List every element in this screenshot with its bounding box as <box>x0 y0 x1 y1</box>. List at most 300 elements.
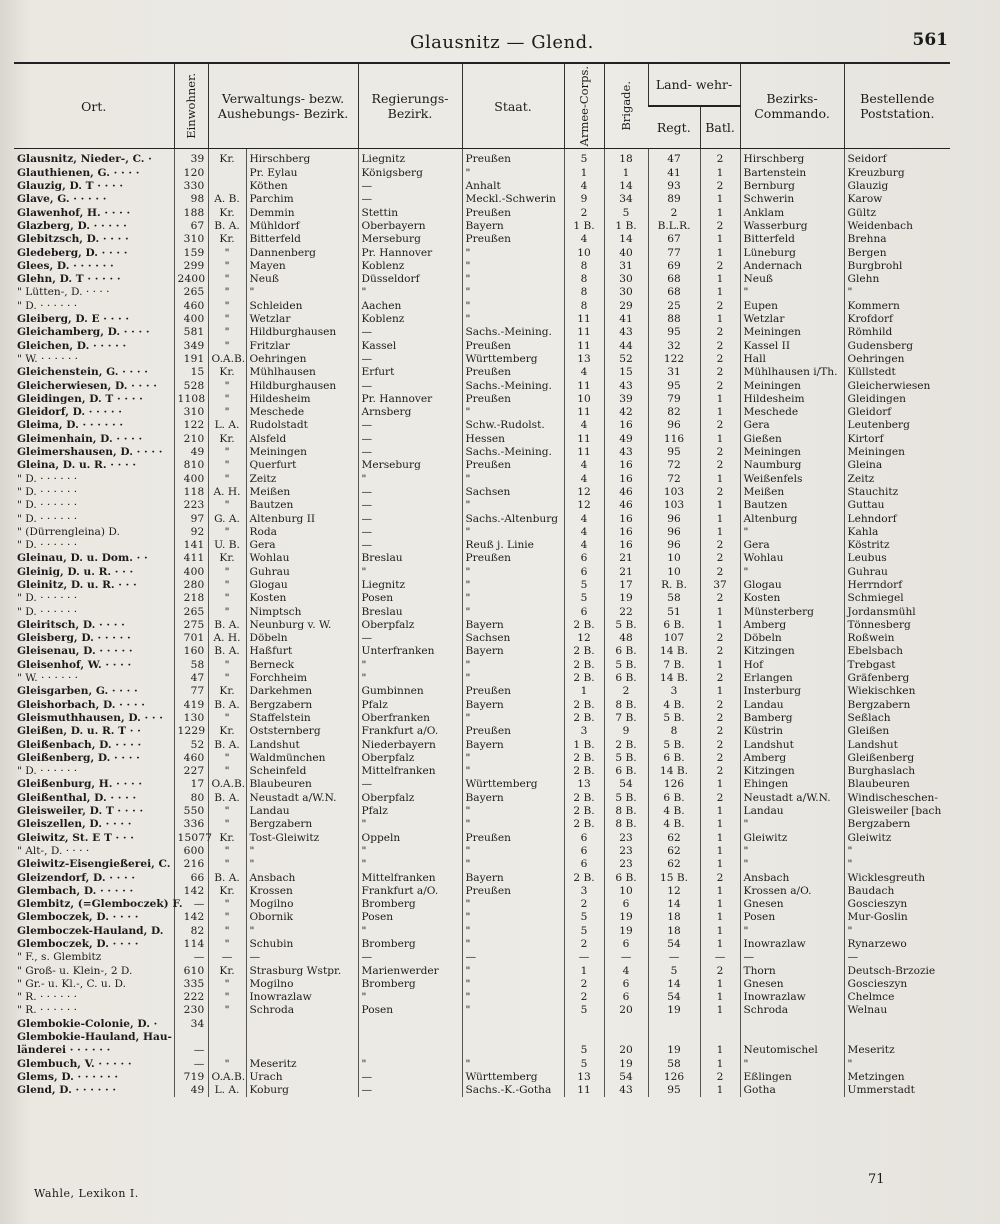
cell-verwaltung: Glogau <box>246 579 358 592</box>
table-row <box>14 446 950 459</box>
cell-verw-code: " <box>208 566 246 579</box>
cell-commando: Meiningen <box>740 379 844 392</box>
cell-verw-code: " <box>208 246 246 259</box>
cell-brigade: 23 <box>604 858 648 871</box>
cell-batl: 1 <box>700 499 740 512</box>
cell-commando: Meißen <box>740 486 844 499</box>
cell-verw-code: O.A.B. <box>208 1071 246 1084</box>
cell-regierung: Bromberg <box>358 898 462 911</box>
cell-brigade: 16 <box>604 512 648 525</box>
cell-post: Burghaslach <box>844 765 950 778</box>
cell-regt: 96 <box>648 539 700 552</box>
cell-commando: Naumburg <box>740 459 844 472</box>
cell-batl: 2 <box>700 765 740 778</box>
table-row <box>14 273 950 286</box>
cell-regierung: — <box>358 499 462 512</box>
cell-verwaltung <box>246 1018 358 1031</box>
cell-verwaltung: Meiningen <box>246 446 358 459</box>
cell-ort: " Gr.- u. Kl.-, C. u. D. <box>17 977 126 990</box>
cell-post: Welnau <box>844 1004 950 1017</box>
cell-brigade: 5 B. <box>604 659 648 672</box>
cell-brigade: 49 <box>604 433 648 446</box>
cell-batl: 1 <box>700 1044 740 1057</box>
cell-post: " <box>844 1058 950 1071</box>
cell-verwaltung: Inowrazlaw <box>246 991 358 1004</box>
table-row <box>14 393 950 406</box>
cell-batl: 1 <box>700 885 740 898</box>
cell-ort: " (Dürrengleina) D. <box>17 525 120 538</box>
cell-verwaltung: Staffelstein <box>246 712 358 725</box>
cell-staat: " <box>462 805 564 818</box>
cell-verw-code: " <box>208 938 246 951</box>
cell-staat: Bayern <box>462 645 564 658</box>
footer-sheet-number: 71 <box>868 1172 885 1187</box>
cell-post: Gleißenberg <box>844 752 950 765</box>
cell-batl: 2 <box>700 353 740 366</box>
cell-regt: 14 <box>648 898 700 911</box>
cell-batl: 1 <box>700 938 740 951</box>
cell-commando: Döbeln <box>740 632 844 645</box>
cell-staat: Schw.-Rudolst. <box>462 419 564 432</box>
cell-staat: Sachs.-Meining. <box>462 326 564 339</box>
cell-einwohner: 265 <box>174 605 208 618</box>
cell-regt: 95 <box>648 326 700 339</box>
cell-commando: Amberg <box>740 619 844 632</box>
cell-armee: 4 <box>564 459 604 472</box>
cell-brigade: 16 <box>604 472 648 485</box>
table-row <box>14 353 950 366</box>
cell-ort: Glend, D. · · · · · · <box>17 1084 117 1097</box>
cell-verwaltung: Köthen <box>246 180 358 193</box>
cell-ort: Gleisberg, D. · · · · · <box>17 632 131 645</box>
cell-batl: 1 <box>700 778 740 791</box>
cell-post: Goscieszyn <box>844 898 950 911</box>
cell-post: Brehna <box>844 233 950 246</box>
cell-ort: Gleißenthal, D. · · · · <box>17 791 137 804</box>
cell-einwohner: 34 <box>174 1018 208 1031</box>
table-row <box>14 433 950 446</box>
cell-brigade: 39 <box>604 393 648 406</box>
cell-batl: 1 <box>700 167 740 180</box>
cell-regierung: Oberpfalz <box>358 619 462 632</box>
cell-verw-code: " <box>208 379 246 392</box>
cell-post: Mur-Goslin <box>844 911 950 924</box>
cell-post: Bergzabern <box>844 818 950 831</box>
cell-regt <box>648 1018 700 1031</box>
cell-verw-code: " <box>208 273 246 286</box>
cell-batl: 2 <box>700 699 740 712</box>
cell-regierung <box>358 1031 462 1044</box>
cell-staat: Württemberg <box>462 778 564 791</box>
cell-commando: Altenburg <box>740 512 844 525</box>
cell-staat: Reuß j. Linie <box>462 539 564 552</box>
cell-regierung: Königsberg <box>358 167 462 180</box>
cell-batl: 2 <box>700 871 740 884</box>
cell-batl: 2 <box>700 592 740 605</box>
cell-regierung: — <box>358 1071 462 1084</box>
header-einwohner: Einwohner. <box>174 63 208 149</box>
cell-staat: " <box>462 313 564 326</box>
cell-ort: Glems, D. · · · · · · <box>17 1070 119 1083</box>
cell-brigade: 5 B. <box>604 752 648 765</box>
cell-staat: Preußen <box>462 685 564 698</box>
cell-batl: 1 <box>700 1084 740 1097</box>
cell-armee: 6 <box>564 566 604 579</box>
cell-brigade: 43 <box>604 379 648 392</box>
cell-einwohner: 160 <box>174 645 208 658</box>
cell-regt: 18 <box>648 925 700 938</box>
cell-staat <box>462 1044 564 1057</box>
cell-verwaltung: Scheinfeld <box>246 765 358 778</box>
cell-armee: 8 <box>564 286 604 299</box>
cell-regierung: — <box>358 180 462 193</box>
cell-regt: 47 <box>648 149 700 167</box>
cell-staat: " <box>462 260 564 273</box>
cell-verw-code: U. B. <box>208 539 246 552</box>
cell-post: Küllstedt <box>844 366 950 379</box>
cell-armee: 5 <box>564 925 604 938</box>
table-row <box>14 964 950 977</box>
cell-batl: 1 <box>700 193 740 206</box>
cell-brigade: 7 B. <box>604 712 648 725</box>
table-row <box>14 180 950 193</box>
cell-einwohner: 52 <box>174 738 208 751</box>
cell-verw-code: Kr. <box>208 433 246 446</box>
cell-verwaltung: — <box>246 951 358 964</box>
cell-einwohner: 142 <box>174 885 208 898</box>
cell-armee: 2 B. <box>564 659 604 672</box>
cell-regierung: — <box>358 353 462 366</box>
cell-verw-code: B. A. <box>208 699 246 712</box>
cell-commando: Gießen <box>740 433 844 446</box>
cell-batl: 2 <box>700 419 740 432</box>
cell-armee: 13 <box>564 1071 604 1084</box>
cell-regt: 5 <box>648 964 700 977</box>
cell-regt: 2 <box>648 207 700 220</box>
cell-ort: Glehn, D. T · · · · · <box>17 273 121 286</box>
cell-batl: 2 <box>700 552 740 565</box>
cell-post: Burgbrohl <box>844 260 950 273</box>
cell-regierung: Oberbayern <box>358 220 462 233</box>
cell-verwaltung: Schroda <box>246 1004 358 1017</box>
cell-ort: " D. · · · · · · <box>17 592 78 605</box>
cell-staat: Preußen <box>462 207 564 220</box>
cell-batl: 1 <box>700 831 740 844</box>
table-row <box>14 885 950 898</box>
cell-einwohner <box>174 1031 208 1044</box>
cell-commando: Glogau <box>740 579 844 592</box>
cell-regierung: Unterfranken <box>358 645 462 658</box>
cell-regt: 62 <box>648 845 700 858</box>
cell-einwohner: 411 <box>174 552 208 565</box>
cell-regt: 14 B. <box>648 672 700 685</box>
cell-batl: 1 <box>700 406 740 419</box>
cell-armee: 3 <box>564 725 604 738</box>
cell-staat: Württemberg <box>462 353 564 366</box>
cell-verwaltung: Mayen <box>246 260 358 273</box>
cell-regt: 95 <box>648 379 700 392</box>
table-row <box>14 539 950 552</box>
cell-einwohner: — <box>174 951 208 964</box>
cell-staat: " <box>462 592 564 605</box>
cell-armee: 11 <box>564 433 604 446</box>
table-row <box>14 978 950 991</box>
cell-regt: 62 <box>648 858 700 871</box>
cell-regierung <box>358 1018 462 1031</box>
cell-staat: Preußen <box>462 885 564 898</box>
cell-post: Gleina <box>844 459 950 472</box>
cell-verwaltung: Altenburg II <box>246 512 358 525</box>
cell-regierung: — <box>358 419 462 432</box>
page-number: 561 <box>912 30 948 50</box>
cell-batl: 2 <box>700 738 740 751</box>
cell-verwaltung: Landshut <box>246 738 358 751</box>
cell-regt: 67 <box>648 233 700 246</box>
cell-verwaltung: Neuß <box>246 273 358 286</box>
cell-ort: Gleina, D. u. R. · · · · <box>17 459 137 472</box>
cell-einwohner: 1108 <box>174 393 208 406</box>
table-row <box>14 632 950 645</box>
cell-post: Gräfenberg <box>844 672 950 685</box>
cell-einwohner: 47 <box>174 672 208 685</box>
cell-staat: " <box>462 964 564 977</box>
cell-commando: Bamberg <box>740 712 844 725</box>
cell-armee <box>564 1031 604 1044</box>
cell-batl: 1 <box>700 313 740 326</box>
cell-verw-code: " <box>208 845 246 858</box>
cell-armee: 5 <box>564 1004 604 1017</box>
cell-batl: 1 <box>700 273 740 286</box>
cell-verw-code: L. A. <box>208 419 246 432</box>
cell-staat: Sachsen <box>462 632 564 645</box>
cell-commando: Hildesheim <box>740 393 844 406</box>
cell-batl: 1 <box>700 991 740 1004</box>
cell-brigade: 43 <box>604 326 648 339</box>
cell-batl: 2 <box>700 752 740 765</box>
cell-einwohner: — <box>174 898 208 911</box>
cell-brigade: 6 B. <box>604 672 648 685</box>
cell-einwohner: 330 <box>174 180 208 193</box>
cell-post: Goscieszyn <box>844 978 950 991</box>
cell-ort: Gleimershausen, D. · · · · <box>17 446 163 459</box>
cell-staat: Bayern <box>462 220 564 233</box>
cell-staat: Preußen <box>462 725 564 738</box>
cell-staat: Meckl.-Schwerin <box>462 193 564 206</box>
cell-brigade: 52 <box>604 353 648 366</box>
cell-regierung: — <box>358 379 462 392</box>
cell-post: Bergen <box>844 246 950 259</box>
cell-einwohner: 142 <box>174 911 208 924</box>
cell-commando: Bitterfeld <box>740 233 844 246</box>
cell-batl: 2 <box>700 539 740 552</box>
cell-brigade: 1 <box>604 167 648 180</box>
cell-post: Gudensberg <box>844 340 950 353</box>
cell-einwohner: 310 <box>174 406 208 419</box>
table-row <box>14 472 950 485</box>
cell-commando: " <box>740 858 844 871</box>
table-row <box>14 366 950 379</box>
cell-regt: 18 <box>648 911 700 924</box>
cell-regierung: Merseburg <box>358 459 462 472</box>
cell-brigade: 44 <box>604 340 648 353</box>
cell-commando: Bernburg <box>740 180 844 193</box>
cell-einwohner: 191 <box>174 353 208 366</box>
cell-verw-code: Kr. <box>208 964 246 977</box>
cell-staat: Sachsen <box>462 486 564 499</box>
cell-regt: 8 <box>648 725 700 738</box>
cell-commando: Bautzen <box>740 499 844 512</box>
cell-staat: " <box>462 991 564 1004</box>
cell-post: Gleisweiler [bach <box>844 805 950 818</box>
cell-post: Kahla <box>844 526 950 539</box>
cell-staat: " <box>462 712 564 725</box>
cell-commando: Gera <box>740 539 844 552</box>
header-regierungsbezirk: Regierungs- Bezirk. <box>358 63 462 149</box>
cell-ort: Gleiwitz-Eisengießerei, C. <box>17 858 171 871</box>
cell-commando: Gotha <box>740 1084 844 1097</box>
table-row <box>14 552 950 565</box>
cell-brigade: 34 <box>604 193 648 206</box>
cell-brigade: 16 <box>604 526 648 539</box>
cell-brigade: 19 <box>604 1058 648 1071</box>
cell-armee: 1 <box>564 167 604 180</box>
cell-einwohner: 82 <box>174 925 208 938</box>
cell-verwaltung: Kosten <box>246 592 358 605</box>
cell-verwaltung: Demmin <box>246 207 358 220</box>
cell-regierung: Posen <box>358 911 462 924</box>
table-row <box>14 1004 950 1017</box>
cell-brigade: 8 B. <box>604 818 648 831</box>
cell-armee: 2 <box>564 207 604 220</box>
cell-regierung: " <box>358 672 462 685</box>
table-row <box>14 1071 950 1084</box>
cell-regt: 54 <box>648 991 700 1004</box>
cell-einwohner: 600 <box>174 845 208 858</box>
cell-regierung: Mittelfranken <box>358 871 462 884</box>
cell-batl: 1 <box>700 1004 740 1017</box>
cell-post: Krofdorf <box>844 313 950 326</box>
cell-armee: 2 B. <box>564 792 604 805</box>
cell-verwaltung: Schubin <box>246 938 358 951</box>
cell-regt: 95 <box>648 1084 700 1097</box>
cell-commando: Neutomischel <box>740 1044 844 1057</box>
cell-brigade: — <box>604 951 648 964</box>
cell-post: Herrndorf <box>844 579 950 592</box>
cell-regierung: — <box>358 539 462 552</box>
cell-verwaltung: Parchim <box>246 193 358 206</box>
table-row <box>14 566 950 579</box>
cell-ort: " D. · · · · · · <box>17 539 78 552</box>
cell-brigade: 43 <box>604 1084 648 1097</box>
cell-post: Gleiwitz <box>844 831 950 844</box>
cell-verw-code: Kr. <box>208 552 246 565</box>
cell-batl: 1 <box>700 805 740 818</box>
header-verwaltungsbezirk: Verwaltungs- bezw. Aushebungs- Bezirk. <box>208 63 358 149</box>
cell-batl: 2 <box>700 1071 740 1084</box>
cell-batl: 2 <box>700 260 740 273</box>
cell-einwohner: 15077 <box>174 831 208 844</box>
table-row <box>14 526 950 539</box>
cell-armee: 5 <box>564 911 604 924</box>
cell-post: Wiekischken <box>844 685 950 698</box>
cell-regierung: Bromberg <box>358 938 462 951</box>
cell-einwohner: 419 <box>174 699 208 712</box>
header-regt: Regt. <box>648 106 700 148</box>
cell-verwaltung: Koburg <box>246 1084 358 1097</box>
cell-post: " <box>844 925 950 938</box>
cell-brigade: 9 <box>604 725 648 738</box>
cell-verwaltung: Mühldorf <box>246 220 358 233</box>
cell-commando: Gnesen <box>740 978 844 991</box>
cell-regierung: — <box>358 446 462 459</box>
cell-armee: 13 <box>564 353 604 366</box>
cell-commando <box>740 1031 844 1044</box>
cell-ort: " D. · · · · · · <box>17 485 78 498</box>
cell-armee: 11 <box>564 326 604 339</box>
cell-verwaltung: Mogilno <box>246 898 358 911</box>
cell-batl: 1 <box>700 207 740 220</box>
cell-brigade: 30 <box>604 286 648 299</box>
cell-verwaltung: Wohlau <box>246 552 358 565</box>
cell-verw-code: B. A. <box>208 792 246 805</box>
cell-post: Trebgast <box>844 659 950 672</box>
cell-commando: Inowrazlaw <box>740 938 844 951</box>
cell-armee: 8 <box>564 273 604 286</box>
cell-einwohner: 581 <box>174 326 208 339</box>
cell-verw-code: " <box>208 818 246 831</box>
cell-verw-code: B. A. <box>208 738 246 751</box>
cell-post: Lehndorf <box>844 512 950 525</box>
cell-ort: Glauthienen, G. · · · · <box>17 166 140 179</box>
cell-post: Glauzig <box>844 180 950 193</box>
header-ort: Ort. <box>14 63 174 149</box>
cell-regt: 4 B. <box>648 699 700 712</box>
cell-einwohner: 122 <box>174 419 208 432</box>
cell-batl: 1 <box>700 512 740 525</box>
cell-armee: 11 <box>564 379 604 392</box>
cell-armee: 2 <box>564 991 604 1004</box>
cell-brigade: 16 <box>604 459 648 472</box>
cell-einwohner: 280 <box>174 579 208 592</box>
cell-ort: Gleichen, D. · · · · · <box>17 339 127 352</box>
cell-brigade: 41 <box>604 313 648 326</box>
cell-ort: " Alt-, D. · · · · <box>17 844 90 857</box>
cell-commando: Eßlingen <box>740 1071 844 1084</box>
cell-brigade: 54 <box>604 1071 648 1084</box>
cell-regt: 68 <box>648 286 700 299</box>
header-staat: Staat. <box>462 63 564 149</box>
cell-ort: " D. · · · · · · <box>17 512 78 525</box>
cell-verw-code: " <box>208 326 246 339</box>
cell-ort: Gleißen, D. u. R. T · · <box>17 725 141 738</box>
cell-regierung: Mittelfranken <box>358 765 462 778</box>
cell-verwaltung: " <box>246 858 358 871</box>
cell-regt: 89 <box>648 193 700 206</box>
cell-commando: Gera <box>740 419 844 432</box>
cell-staat: Anhalt <box>462 180 564 193</box>
cell-einwohner: 400 <box>174 313 208 326</box>
cell-brigade: 31 <box>604 260 648 273</box>
cell-batl: 1 <box>700 286 740 299</box>
cell-batl: 2 <box>700 712 740 725</box>
header-brigade: Brigade. <box>604 63 648 149</box>
cell-ort: Gleizendorf, D. · · · · <box>17 871 136 884</box>
cell-regt: 7 B. <box>648 659 700 672</box>
cell-ort: Glausnitz, Nieder-, C. · <box>17 153 152 166</box>
cell-commando: Schroda <box>740 1004 844 1017</box>
cell-ort: Gledeberg, D. · · · · <box>17 246 128 259</box>
cell-regt: B.L.R. <box>648 220 700 233</box>
